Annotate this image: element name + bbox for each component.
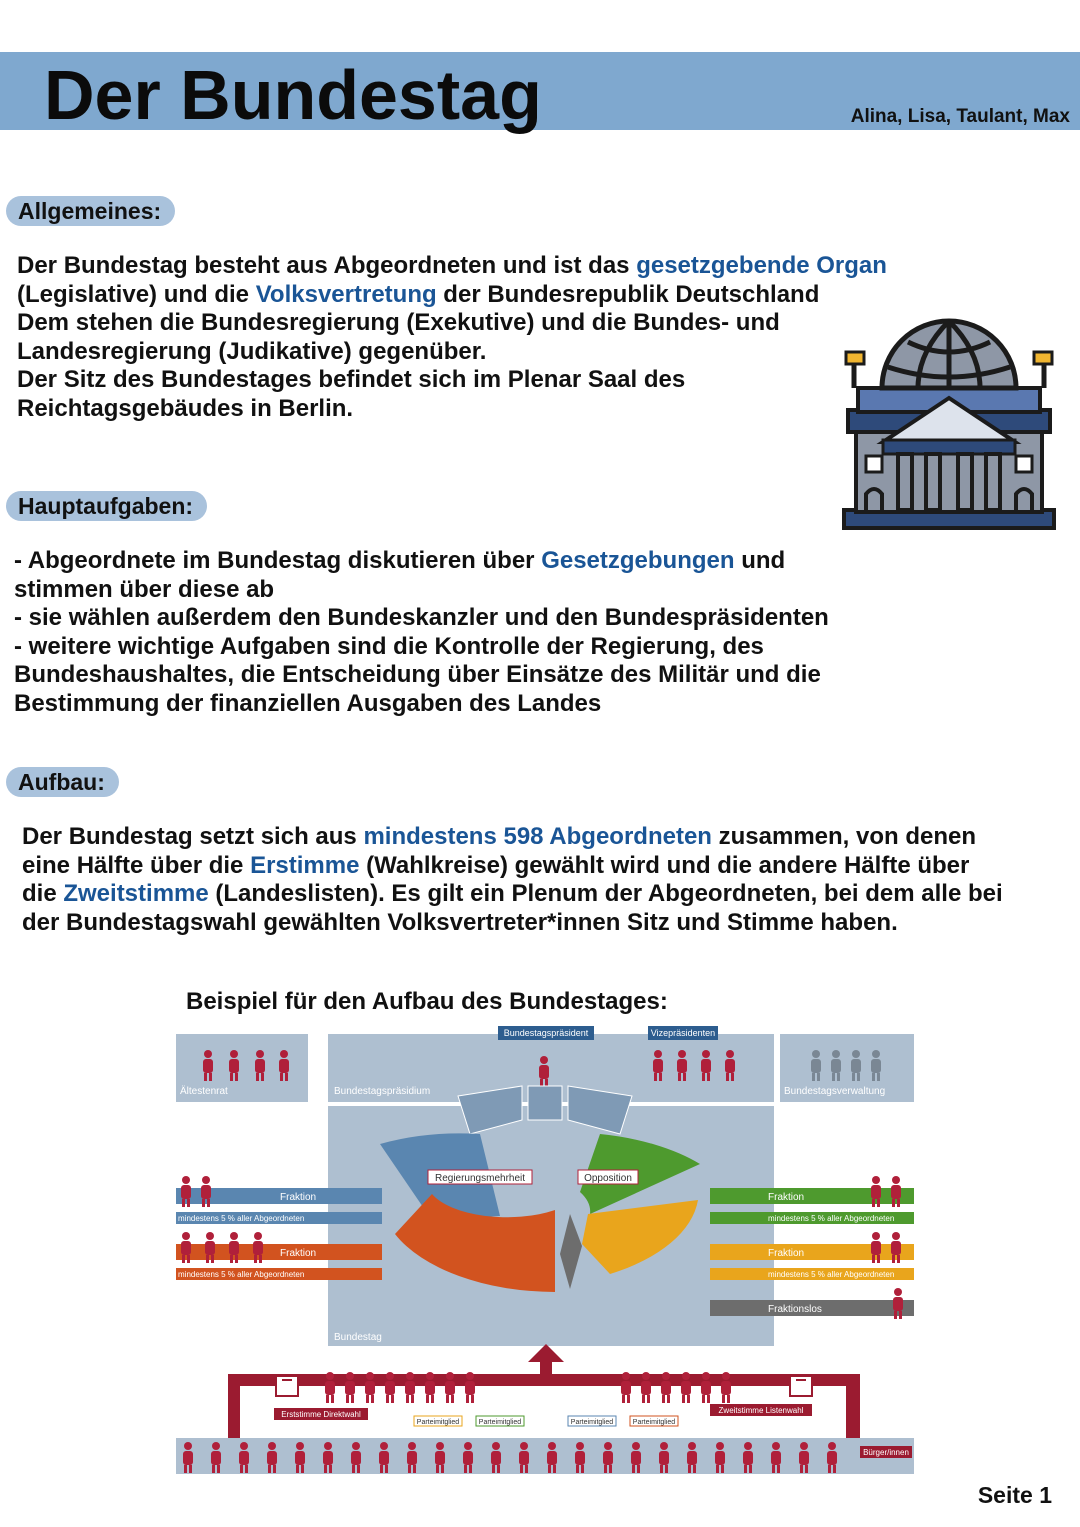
text-run: (Landeslisten). Es gilt ein Plenum der Abgeordneten, bei dem alle bei — [208, 880, 1003, 908]
paragraph-hauptaufgaben — [14, 547, 829, 719]
allgemeines-line — [17, 366, 887, 395]
label-fraktion-yellow: Fraktion — [768, 1248, 805, 1259]
label-opposition: Opposition — [584, 1173, 632, 1184]
label-mindestens-green: mindestens 5 % aller Abgeordneten — [768, 1214, 895, 1223]
highlight-term: Gesetzgebungen — [541, 547, 735, 574]
label-buerger: Bürger/innen — [863, 1448, 909, 1457]
hauptaufgaben-line — [14, 690, 829, 719]
reichstag-building-icon — [838, 312, 1060, 536]
section-heading-allgemeines: Allgemeines: — [6, 196, 175, 226]
text-run: der Bundesrepublik Deutschland — [436, 280, 820, 308]
text-run: - Abgeordnete im Bundestag diskutieren über — [14, 547, 542, 574]
label-praesidium: Bundestagspräsidium — [334, 1086, 431, 1097]
label-verwaltung: Bundestagsverwaltung — [784, 1086, 886, 1097]
aufbau-line — [22, 823, 1003, 852]
text-run: und — [734, 547, 786, 574]
bundestag-structure-diagram — [170, 1024, 920, 1480]
text-run: (Legislative) und die — [17, 280, 256, 308]
hauptaufgaben-line — [14, 633, 829, 662]
allgemeines-line — [17, 281, 887, 310]
hauptaufgaben-line — [14, 604, 829, 633]
label-bundestag: Bundestag — [334, 1332, 382, 1343]
allgemeines-line — [17, 338, 887, 367]
faction-bar-green — [710, 1188, 914, 1204]
label-bundestagspraesident: Bundestagspräsident — [503, 1028, 589, 1038]
label-fraktion-blue: Fraktion — [280, 1192, 317, 1203]
allgemeines-line — [17, 309, 887, 338]
highlight-term: Erstimme — [250, 851, 360, 879]
page-title: Der Bundestag — [44, 56, 542, 134]
election-flow-arrows — [228, 1344, 860, 1438]
aufbau-line — [22, 880, 1003, 909]
section-heading-aufbau: Aufbau: — [6, 767, 119, 797]
paragraph-allgemeines — [17, 252, 887, 424]
label-fraktionslos: Fraktionslos — [768, 1304, 822, 1315]
label-vizepraesidenten: Vizepräsidenten — [650, 1028, 716, 1038]
text-run: stimmen über diese ab — [14, 575, 275, 603]
highlight-term: Volksvertretung — [255, 280, 437, 308]
page-number: Seite 1 — [977, 1482, 1052, 1508]
text-run: Der Bundestag setzt sich aus — [22, 823, 364, 850]
text-run: - sie wählen außerdem den Bundeskanzler und den Bundespräsidenten — [14, 604, 829, 632]
label-mindestens-yellow: mindestens 5 % aller Abgeordneten — [768, 1270, 895, 1279]
allgemeines-line — [17, 252, 887, 281]
hauptaufgaben-line — [14, 547, 829, 576]
text-run: Dem stehen die Bundesregierung (Exekutive) und die Bundes- und — [17, 309, 780, 337]
text-run: eine Hälfte über die — [22, 851, 251, 879]
label-zweitstimme: Zweitstimme Listenwahl — [718, 1406, 804, 1415]
hauptaufgaben-line — [14, 661, 829, 690]
text-run: Bestimmung der finanziellen Ausgaben des Landes — [14, 689, 602, 717]
section-heading-hauptaufgaben: Hauptaufgaben: — [6, 491, 207, 521]
highlight-term: mindestens 598 Abgeordneten — [363, 823, 712, 850]
aufbau-line — [22, 909, 1003, 938]
paragraph-aufbau — [22, 823, 1003, 937]
diagram-title: Beispiel für den Aufbau des Bundestages: — [186, 988, 668, 1015]
text-run: der Bundestagswahl gewählten Volksvertreter*innen Sitz und Stimme haben. — [22, 908, 898, 936]
text-run: Der Bundestag besteht aus Abgeordneten und ist das — [17, 252, 637, 279]
label-parteimitglied-3: Parteimitglied — [570, 1419, 614, 1426]
ballot-box-icon — [276, 1376, 298, 1396]
text-run: Bundeshaushaltes, die Entscheidung über Einsätze des Militär und die — [14, 661, 821, 689]
label-parteimitglied-2: Parteimitglied — [478, 1419, 522, 1426]
label-regierungsmehrheit: Regierungsmehrheit — [434, 1173, 526, 1184]
label-fraktion-red: Fraktion — [280, 1248, 317, 1259]
aufbau-line — [22, 852, 1003, 881]
text-run: Der Sitz des Bundestages befindet sich im Plenar Saal des — [17, 366, 686, 394]
text-run: zusammen, von denen — [711, 823, 977, 850]
label-mindestens-blue: mindestens 5 % aller Abgeordneten — [178, 1214, 305, 1223]
label-fraktion-green: Fraktion — [768, 1192, 805, 1203]
text-run: - weitere wichtige Aufgaben sind die Kontrolle der Regierung, des — [14, 632, 764, 660]
label-parteimitglied-1: Parteimitglied — [416, 1419, 460, 1426]
faction-bar-yellow — [710, 1244, 914, 1260]
authors: Alina, Lisa, Taulant, Max — [850, 106, 1070, 127]
highlight-term: gesetzgebende Organ — [636, 252, 887, 279]
ballot-box-icon-right — [790, 1376, 812, 1396]
label-parteimitglied-4: Parteimitglied — [632, 1419, 676, 1426]
label-aeltestenrat: Ältestenrat — [180, 1086, 228, 1097]
text-run: (Wahlkreise) gewählt wird und die andere Hälfte über — [359, 851, 970, 879]
hauptaufgaben-line — [14, 576, 829, 605]
label-erststimme: Erststimme Direktwahl — [281, 1410, 361, 1419]
text-run: Reichtagsgebäudes in Berlin. — [17, 394, 354, 422]
highlight-term: Zweitstimme — [63, 880, 209, 908]
text-run: die — [22, 880, 64, 908]
allgemeines-line — [17, 395, 887, 424]
label-mindestens-red: mindestens 5 % aller Abgeordneten — [178, 1270, 305, 1279]
text-run: Landesregierung (Judikative) gegenüber. — [17, 337, 487, 365]
